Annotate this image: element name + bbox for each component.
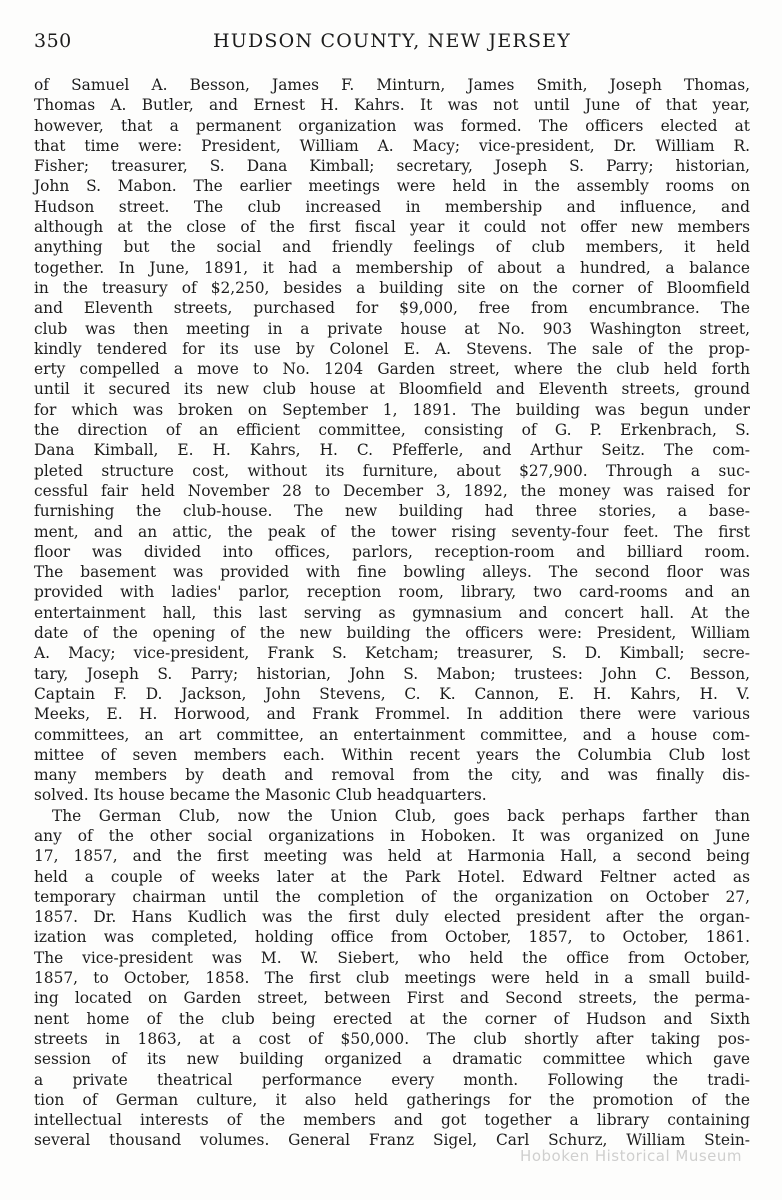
text-line: date of the opening of the new building the officers were: President, William bbox=[34, 624, 750, 643]
page-header bbox=[34, 30, 750, 56]
page-number: 350 bbox=[34, 30, 72, 52]
text-line: session of its new building organized a dramatic committee which gave bbox=[34, 1050, 750, 1069]
text-line: erty compelled a move to No. 1204 Garden street, where the club held forth bbox=[34, 360, 750, 379]
text-line: tion of German culture, it also held gatherings for the promotion of the bbox=[34, 1090, 750, 1109]
text-line: until it secured its new club house at Bloomfield and Eleventh streets, ground bbox=[34, 380, 750, 399]
text-line: Hudson street. The club increased in membership and influence, and bbox=[34, 197, 750, 216]
text-line: of Samuel A. Besson, James F. Minturn, James Smith, Joseph Thomas, bbox=[34, 76, 750, 94]
text-line: 1857, to October, 1858. The first club meetings were held in a small build- bbox=[34, 969, 750, 988]
text-line: that time were: President, William A. Macy; vice-president, Dr. William R. bbox=[34, 136, 750, 155]
text-line: several thousand volumes. General Franz Sigel, Carl Schurz, William Stein- bbox=[34, 1131, 750, 1150]
text-line: mittee of seven members each. Within recent years the Columbia Club lost bbox=[34, 745, 750, 764]
text-line: together. In June, 1891, it had a membership of about a hundred, a balance bbox=[34, 258, 750, 277]
text-line: 1857. Dr. Hans Kudlich was the first duly elected president after the organ- bbox=[34, 908, 750, 927]
text-line: kindly tendered for its use by Colonel E. A. Stevens. The sale of the prop- bbox=[34, 339, 750, 358]
text-line: ment, and an attic, the peak of the tower rising seventy-four feet. The first bbox=[34, 522, 750, 541]
text-line: the direction of an efficient committee, consisting of G. P. Erkenbrach, S. bbox=[34, 421, 750, 440]
text-line: tary, Joseph S. Parry; historian, John S. Mabon; trustees: John C. Besson, bbox=[34, 664, 750, 683]
text-line: held a couple of weeks later at the Park Hotel. Edward Feltner acted as bbox=[34, 867, 750, 886]
text-line: Meeks, E. H. Horwood, and Frank Frommel. In addition there were various bbox=[34, 705, 750, 724]
text-line: streets in 1863, at a cost of $50,000. The club shortly after taking pos- bbox=[34, 1029, 750, 1048]
text-line: nent home of the club being erected at the corner of Hudson and Sixth bbox=[34, 1009, 750, 1028]
text-line: ing located on Garden street, between First and Second streets, the perma- bbox=[34, 989, 750, 1008]
text-line: 17, 1857, and the first meeting was held at Harmonia Hall, a second being bbox=[34, 847, 750, 866]
text-line: however, that a permanent organization was formed. The officers elected at bbox=[34, 116, 750, 135]
text-line: any of the other social organizations in Hoboken. It was organized on June bbox=[34, 826, 750, 845]
watermark: Hoboken Historical Museum bbox=[520, 1147, 742, 1165]
text-line: The basement was provided with fine bowling alleys. The second floor was bbox=[34, 563, 750, 582]
text-line: The vice-president was M. W. Siebert, who held the office from October, bbox=[34, 948, 750, 967]
text-line: solved. Its house became the Masonic Club headquarters. bbox=[34, 786, 487, 805]
text-line: provided with ladies' parlor, reception room, library, two card-rooms and an bbox=[34, 583, 750, 602]
text-line: pleted structure cost, without its furniture, about $27,900. Through a suc- bbox=[34, 461, 750, 480]
text-line: cessful fair held November 28 to December 3, 1892, the money was raised for bbox=[34, 481, 750, 500]
text-line: in the treasury of $2,250, besides a building site on the corner of Bloomfield bbox=[34, 278, 750, 297]
text-line: a private theatrical performance every month. Following the tradi- bbox=[34, 1070, 750, 1089]
text-line: although at the close of the first fiscal year it could not offer new members bbox=[34, 218, 750, 237]
text-line: intellectual interests of the members and got together a library containing bbox=[34, 1111, 750, 1130]
text-line: Thomas A. Butler, and Ernest H. Kahrs. It was not until June of that year, bbox=[34, 96, 750, 115]
text-line: for which was broken on September 1, 1891. The building was begun under bbox=[34, 400, 750, 419]
text-line: John S. Mabon. The earlier meetings were held in the assembly rooms on bbox=[34, 177, 750, 196]
text-line: anything but the social and friendly feelings of club members, it held bbox=[34, 238, 750, 257]
text-line: committees, an art committee, an entertainment committee, and a house com- bbox=[34, 725, 750, 744]
text-line: Captain F. D. Jackson, John Stevens, C. K. Cannon, E. H. Kahrs, H. V. bbox=[34, 684, 750, 703]
text-line: temporary chairman until the completion of the organization on October 27, bbox=[34, 887, 750, 906]
body-text bbox=[34, 75, 750, 1151]
text-line: furnishing the club-house. The new building had three stories, a base- bbox=[34, 502, 750, 521]
text-line: floor was divided into offices, parlors, reception-room and billiard room. bbox=[34, 542, 750, 561]
text-line: many members by death and removal from the city, and was finally dis- bbox=[34, 766, 750, 785]
text-line: Dana Kimball, E. H. Kahrs, H. C. Pfefferle, and Arthur Seitz. The com- bbox=[34, 441, 750, 460]
text-line: entertainment hall, this last serving as gymnasium and concert hall. At the bbox=[34, 603, 750, 622]
text-line: The German Club, now the Union Club, goes back perhaps farther than bbox=[52, 806, 750, 825]
text-line: Fisher; treasurer, S. Dana Kimball; secretary, Joseph S. Parry; historian, bbox=[34, 157, 750, 176]
text-line: A. Macy; vice-president, Frank S. Ketcham; treasurer, S. D. Kimball; secre- bbox=[34, 644, 750, 663]
text-line: club was then meeting in a private house at No. 903 Washington street, bbox=[34, 319, 750, 338]
text-line: and Eleventh streets, purchased for $9,000, free from encumbrance. The bbox=[34, 299, 750, 318]
running-head: HUDSON COUNTY, NEW JERSEY bbox=[213, 30, 571, 52]
text-line: ization was completed, holding office from October, 1857, to October, 1861. bbox=[34, 928, 750, 947]
